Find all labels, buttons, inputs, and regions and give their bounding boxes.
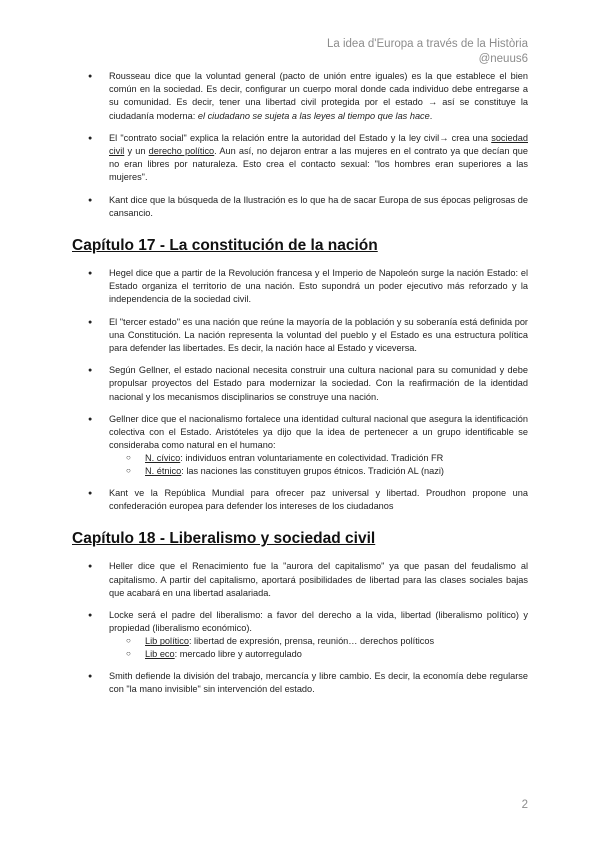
list-item: ● El "contrato social" explica la relación entre la autoridad del Estado y la ley civil→ crea una sociedad civil y un derecho político. Aun así, no dejaron entrar a las mujeres en el contrato ya que decían que no eran libres por naturaleza. Esto crea el contacto sexual: "los hombres eran superiores a las mujeres". [72,132,528,185]
sub-list-item: ○ N. étnico: las naciones las constituyen grupos étnicos. Tradición AL (nazi) [109,465,528,478]
page-number: 2 [521,799,528,811]
document-title: La idea d'Europa a través de la Història [326,38,528,50]
intro-list [72,70,528,220]
list-item: ● Según Gellner, el estado nacional necesita construir una cultura nacional para su comunidad y debe propulsar proyectos del Estado para modernizar la sociedad. Con la reafirmación de la identidad nacional y los mecanismos disciplinarios se construye una nación. [72,364,528,404]
sub-list-item: ○ Lib político: libertad de expresión, prensa, reunión… derechos políticos [109,635,528,648]
list-item: ● Gellner dice que el nacionalismo fortalece una identidad cultural nacional que asegura la identificación colectiva con el Estado. Aristóteles ya dijo que la idea de pertenecer a un grupo identificable se consideraba como natural en el humano: ○ N. cívico: individuos entran voluntariamente en colectividad. Tradición FR ○ N. étnico: las naciones las constituyen grupos étnicos. Tradición AL (nazi) [72,413,528,478]
list-item: ● Smith defiende la división del trabajo, mercancía y libre cambio. Es decir, la economía debe regularse con "la mano invisible" sin intervención del estado. [72,670,528,696]
chapter-18-list [72,560,528,696]
underlined-term: sociedad civil [109,132,528,157]
sub-list [109,635,528,661]
sub-list-item: ○ Lib eco: mercado libre y autorregulado [109,648,528,661]
author-handle: @neuus6 [478,53,528,65]
page-header [327,37,528,67]
sub-list-item: ○ N. cívico: individuos entran voluntariamente en colectividad. Tradición FR [109,452,528,465]
underlined-term: derecho político [148,146,215,157]
list-item: ● Rousseau dice que la voluntad general (pacto de unión entre iguales) es la que establece el bien común en la sociedad. Es decir, configurar un cuerpo moral donde cada individuo debe entregarse a su comunidad. Es decir, tener una libertad civil protegida por el estado → así se constituye la ciudadanía moderna: el ciudadano se sujeta a las leyes al tiempo que las hace. [72,70,528,123]
chapter-18-heading: Capítulo 18 - Liberalismo y sociedad civil [72,530,376,548]
chapter-17-heading: Capítulo 17 - La constitución de la nación [72,237,378,255]
list-item: ● Kant dice que la búsqueda de la Ilustración es lo que ha de sacar Europa de sus épocas peligrosas de cansancio. [72,194,528,220]
page-content [72,70,528,705]
list-item: ● Heller dice que el Renacimiento fue la "aurora del capitalismo" ya que pasan del feudalismo al capitalismo. A partir del capitalismo, aportará posibilidades de libertad para las clases sociales bajas que acabará en una libertad asalariada. [72,560,528,600]
sub-list [109,452,528,478]
list-item: ● Hegel dice que a partir de la Revolución francesa y el Imperio de Napoleón surge la nación Estado: el Estado organiza el territorio de una nación. Esto supondrá un poder ejecutivo más reforzado y la independencia de la sociedad civil. [72,267,528,307]
list-item: ● El "tercer estado" es una nación que reúne la mayoría de la población y su soberanía está definida por una Constitución. La nación representa la voluntad del pueblo y el Estado es una estructura política para defender las libertades. Es decir, la nación hace al Estado y viceversa. [72,316,528,356]
list-item: ● Locke será el padre del liberalismo: a favor del derecho a la vida, libertad (liberalismo político) y propiedad (liberalismo económico). ○ Lib político: libertad de expresión, prensa, reunión… derechos políticos ○ Lib eco: mercado libre y autorregulado [72,609,528,661]
list-item: ● Kant ve la República Mundial para ofrecer paz universal y libertad. Proudhon propone una confederación europea para defender los intereses de los ciudadanos [72,487,528,513]
chapter-17-list [72,267,528,513]
